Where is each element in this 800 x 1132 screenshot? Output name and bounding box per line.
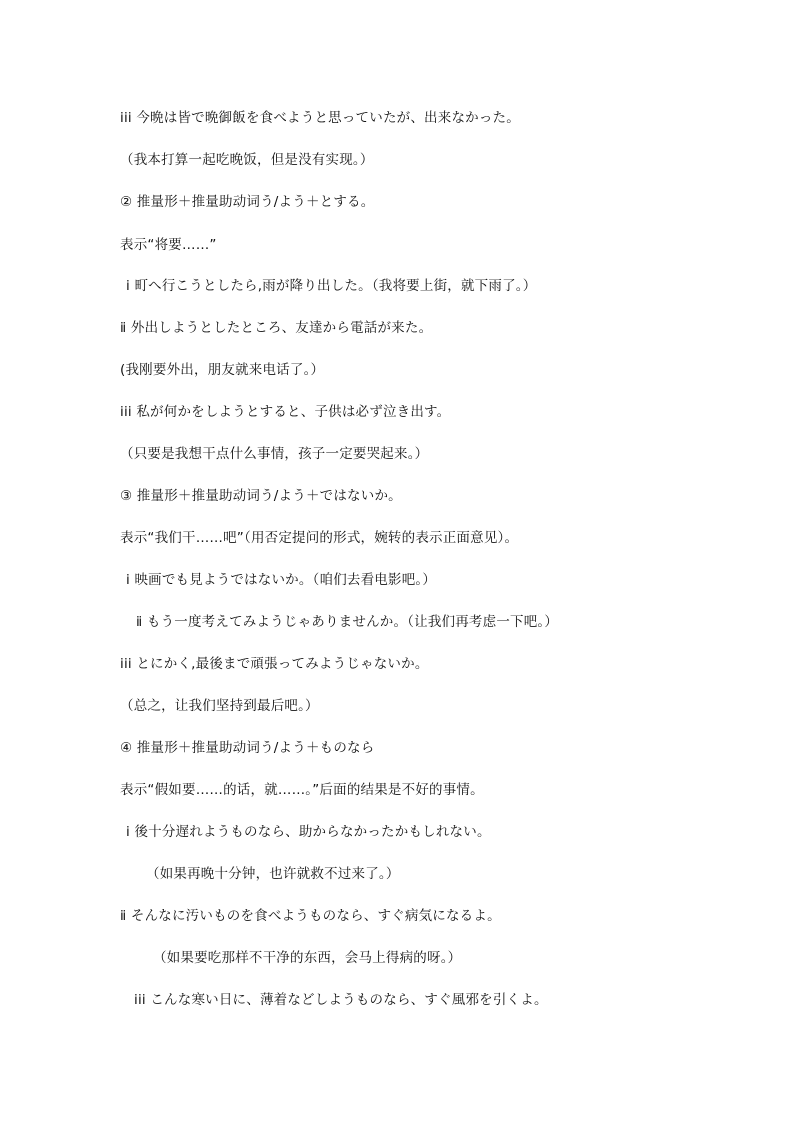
text-line: （如果要吃那样不干净的东西，会马上得病的呀。） (153, 950, 462, 966)
text-line: （如果再晚十分钟，也许就救不过来了。） (146, 866, 400, 882)
text-line: （总之，让我们坚持到最后吧。） (120, 698, 319, 714)
text-line: iii 今晩は皆で晩御飯を食べようと思っていたが、出来なかった。 (120, 110, 520, 126)
text-line: ② 推量形＋推量助动词う/よう＋とする。 (120, 194, 375, 210)
text-line: ④ 推量形＋推量助动词う/よう＋ものなら (120, 740, 375, 756)
text-line: ③ 推量形＋推量助动词う/よう＋ではないか。 (120, 488, 402, 504)
text-line: iii 私が何かをしようとすると、子供は必ず泣き出す。 (120, 404, 451, 420)
text-line: 表示“假如要……的话，就……。”后面的结果是不好的事情。 (120, 782, 484, 798)
text-line: 表示“将要……” (120, 237, 217, 253)
text-line: iii こんな寒い日に、薄着などしようものなら、すぐ風邪を引くよ。 (134, 992, 548, 1008)
text-line: iii とにかく,最後まで頑張ってみようじゃないか。 (120, 656, 429, 672)
text-line: ⅱ もう一度考えてみようじゃありませんか。（让我们再考虑一下吧。） (136, 614, 559, 630)
text-line: （我本打算一起吃晚饭，但是没有实现。） (120, 152, 374, 168)
text-line: （只要是我想干点什么事情，孩子一定要哭起来。） (120, 446, 429, 462)
text-line: ⅰ 映画でも見ようではないか。（咱们去看电影吧。） (126, 572, 437, 588)
text-line: ⅰ 後十分遅れようものなら、助からなかったかもしれない。 (126, 824, 491, 840)
text-line: ⅰ 町へ行こうとしたら,雨が降り出した。（我将要上街，就下雨了。） (126, 278, 537, 294)
text-line: ⅱ そんなに汚いものを食べようものなら、すぐ病気になるよ。 (120, 908, 501, 924)
text-line: (我刚要外出，朋友就来电话了。） (120, 362, 325, 378)
text-line: 表示“我们干……吧”（用否定提问的形式，婉转的表示正面意见）。 (120, 530, 519, 546)
text-line: ⅱ 外出しようとしたところ、友達から電話が来た。 (120, 320, 433, 336)
